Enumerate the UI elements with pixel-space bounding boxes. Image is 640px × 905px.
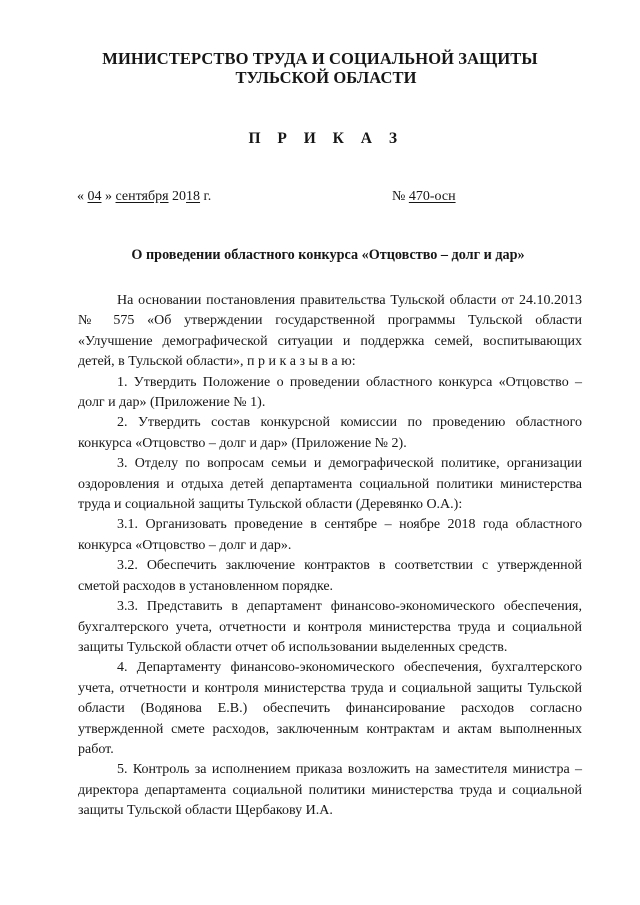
paragraph-item-4: 4. Департаменту финансово-экономического обеспечения, бухгалтерского учета, отчетности и контроля министерства труда и социальной защиты Тульской области (Водянова Е.В.) обеспечить финансирование расходов согласно утвержденной смете расходов, заключенным контрактам и актам выполненных работ. bbox=[78, 660, 582, 757]
date-day: 04 bbox=[87, 189, 102, 204]
paragraph-item-3-2: 3.2. Обеспечить заключение контрактов в соответствии с утвержденной сметой расходов в установленном порядке. bbox=[78, 558, 582, 594]
number-prefix: № bbox=[392, 189, 409, 204]
order-title: П Р И К А З bbox=[248, 130, 404, 147]
date-open: « bbox=[77, 189, 88, 204]
order-date bbox=[77, 189, 211, 205]
paragraph-item-1: 1. Утвердить Положение о проведении областного конкурса «Отцовство – долг и дар» (Приложение № 1). bbox=[78, 374, 582, 411]
ministry-name-line-1: МИНИСТЕРСТВО ТРУДА И СОЦИАЛЬНОЙ ЗАЩИТЫ bbox=[102, 49, 538, 68]
date-year-prefix: 20 bbox=[168, 189, 187, 204]
date-tail: г. bbox=[200, 189, 212, 204]
date-year-suffix: 18 bbox=[186, 189, 201, 204]
order-body bbox=[78, 291, 582, 822]
ministry-name-line-2: ТУЛЬСКОЙ ОБЛАСТИ bbox=[235, 68, 417, 87]
paragraph-item-2: 2. Утвердить состав конкурсной комиссии по проведению областного конкурса «Отцовство – долг и дар» (Приложение № 2). bbox=[78, 415, 582, 451]
paragraph-item-3-3: 3.3. Представить в департамент финансово-экономического обеспечения, бухгалтерского учета, отчетности и контроля министерства труда и социальной защиты Тульской области отчет об использовании выделенных средств. bbox=[78, 599, 582, 655]
paragraph-item-5: 5. Контроль за исполнением приказа возложить на заместителя министра – директора департамента социальной политики министерства труда и социальной защиты Тульской области Щербакову И.А. bbox=[78, 762, 582, 819]
paragraph-preamble: На основании постановления правительства Тульской области от 24.10.2013 № 575 «Об утверждении государственной программы Тульской области «Улучшение демографической ситуации и поддержка семей, воспитывающих детей, в Тульской области», п р и к а з ы в а ю: bbox=[78, 293, 582, 370]
order-subject: О проведении областного конкурса «Отцовство – долг и дар» bbox=[131, 247, 525, 263]
paragraph-item-3: 3. Отделу по вопросам семьи и демографической политике, организации оздоровления и отдыха детей департамента социальной политики министерства труда и социальной защиты Тульской области (Деревянко О.А.): bbox=[78, 456, 582, 513]
date-mid: » bbox=[101, 189, 116, 204]
date-month: сентября bbox=[115, 189, 169, 204]
order-number bbox=[392, 189, 456, 205]
paragraph-item-3-1: 3.1. Организовать проведение в сентябре – ноябре 2018 года областного конкурса «Отцовство – долг и дар». bbox=[78, 517, 582, 553]
number-value: 470-осн bbox=[408, 189, 456, 204]
